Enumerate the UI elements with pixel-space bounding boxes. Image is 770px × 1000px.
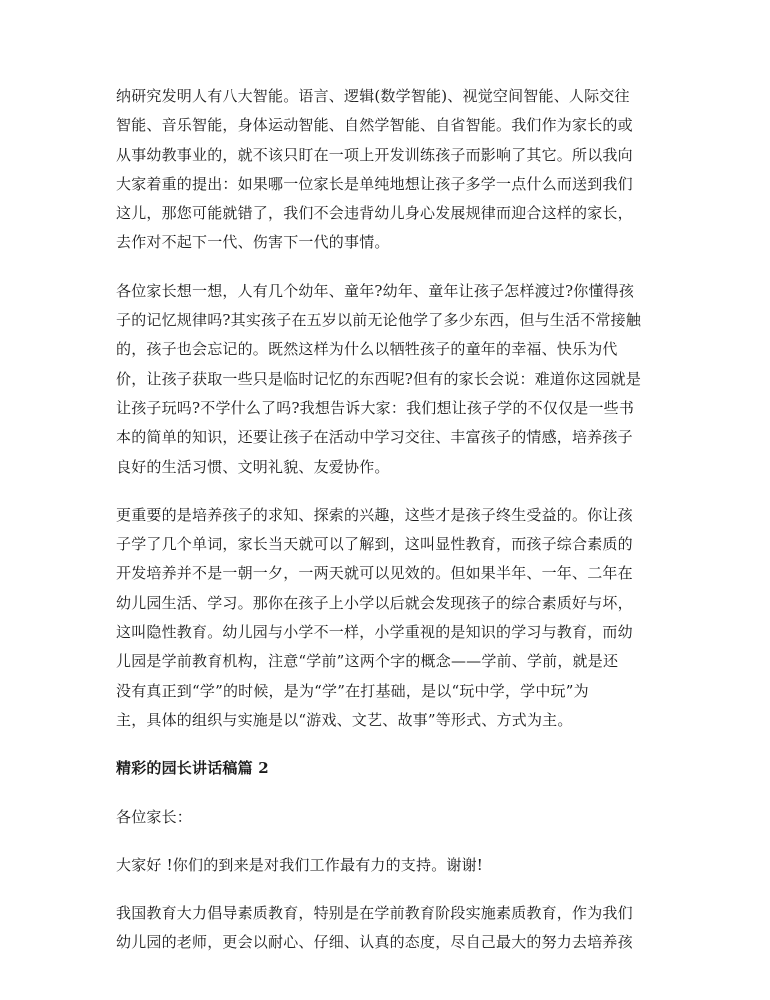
paragraph-line: 幼儿园生活、学习。那你在孩子上小学以后就会发现孩子的综合素质好与坏，	[116, 593, 633, 612]
paragraph-salutation	[116, 803, 656, 832]
paragraph-line: 良好的生活习惯、文明礼貌、友爱协作。	[116, 457, 390, 476]
paragraph-line: 本的简单的知识，还要让孩子在活动中学习交往、丰富孩子的情感，培养孩子	[116, 428, 633, 447]
paragraph-line: 的，孩子也会忘记的。既然这样为什么以牺牲孩子的童年的幸福、快乐为代	[116, 340, 618, 359]
document-page	[116, 82, 656, 958]
paragraph-intelligences	[116, 82, 656, 258]
paragraph-line: 这儿，那您可能就错了，我们不会违背幼儿身心发展规律而迎合这样的家长，	[116, 204, 633, 223]
paragraph-line: 大家好 !你们的到来是对我们工作最有力的支持。谢谢!	[116, 855, 484, 874]
paragraph-line: 更重要的是培养孩子的求知、探索的兴趣，这些才是孩子终生受益的。你让孩	[116, 505, 633, 524]
paragraph-line: 子学了几个单词，家长当天就可以了解到，这叫显性教育，而孩子综合素质的	[116, 535, 633, 554]
paragraph-line: 智能、音乐智能，身体运动智能、自然学智能、自省智能。我们作为家长的或	[116, 116, 633, 135]
paragraph-line: 去作对不起下一代、伤害下一代的事情。	[116, 233, 390, 252]
paragraph-greeting	[116, 851, 656, 880]
paragraph-line: 幼儿园的老师，更会以耐心、仔细、认真的态度，尽自己最大的努力去培养孩	[116, 933, 633, 952]
paragraph-line: 价，让孩子获取一些只是临时记忆的东西呢?但有的家长会说：难道你这园就是	[116, 369, 642, 388]
section-heading	[116, 754, 656, 783]
paragraph-interest	[116, 501, 656, 735]
paragraph-line: 开发培养并不是一朝一夕，一两天就可以见效的。但如果半年、一年、二年在	[116, 564, 633, 583]
paragraph-line: 这叫隐性教育。幼儿园与小学不一样，小学重视的是知识的学习与教育，而幼	[116, 623, 633, 642]
paragraph-line: 让孩子玩吗?不学什么了吗?我想告诉大家：我们想让孩子学的不仅仅是一些书	[116, 398, 635, 417]
heading-text: 精彩的园长讲话稿篇 2	[116, 759, 269, 778]
paragraph-line: 各位家长：	[116, 807, 193, 826]
paragraph-line: 主，具体的组织与实施是以“游戏、文艺、故事”等形式、方式为主。	[116, 710, 573, 729]
paragraph-line: 我国教育大力倡导素质教育，特别是在学前教育阶段实施素质教育，作为我们	[116, 904, 633, 923]
paragraph-line: 纳研究发明人有八大智能。语言、逻辑(数学智能)、视觉空间智能、人际交往	[116, 87, 630, 105]
paragraph-line: 没有真正到“学”的时候，是为“学”在打基础，是以“玩中学，学中玩”为	[116, 681, 589, 700]
paragraph-line: 子的记忆规律吗?其实孩子在五岁以前无论他学了多少东西，但与生活不常接触	[116, 311, 642, 330]
paragraph-line: 从事幼教事业的，就不该只盯在一项上开发训练孩子而影响了其它。所以我向	[116, 145, 633, 164]
paragraph-line: 各位家长想一想，人有几个幼年、童年?幼年、童年让孩子怎样渡过?你懂得孩	[116, 281, 635, 300]
paragraph-line: 大家着重的提出：如果哪一位家长是单纯地想让孩子多学一点什么而送到我们	[116, 174, 633, 193]
paragraph-childhood	[116, 277, 656, 482]
paragraph-quality-education	[116, 899, 656, 958]
paragraph-line: 儿园是学前教育机构，注意“学前”这两个字的概念——学前、学前，就是还	[116, 652, 619, 671]
